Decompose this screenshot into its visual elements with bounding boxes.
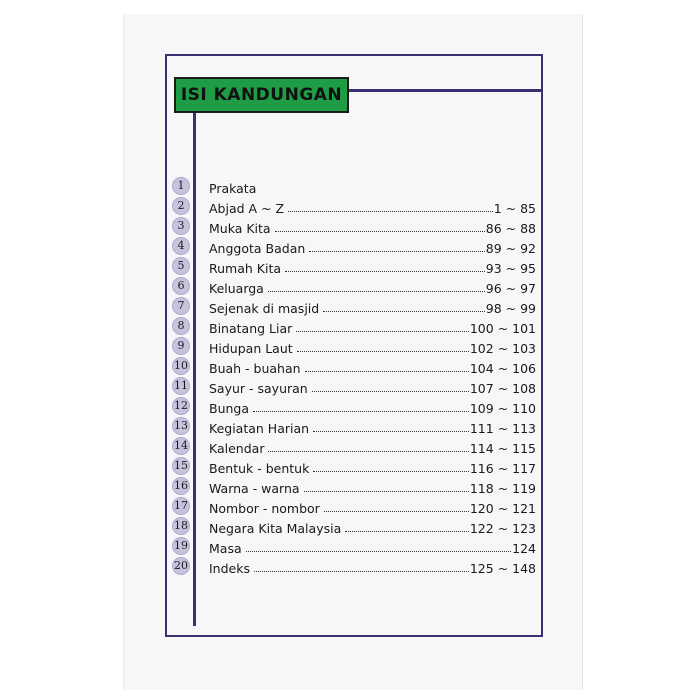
list-item [172,316,542,336]
item-number: 13 [172,417,190,435]
item-number: 5 [172,257,190,275]
list-item [172,296,542,316]
item-label: Warna - warna [209,481,300,496]
list-item [172,556,542,576]
item-number: 6 [172,277,190,295]
item-pages: 86 ~ 88 [485,221,536,236]
leader-dots [312,391,469,392]
list-item [172,376,542,396]
item-label: Hidupan Laut [209,341,293,356]
leader-dots [275,231,485,232]
item-pages: 96 ~ 97 [485,281,536,296]
leader-dots [345,531,469,532]
item-pages: 114 ~ 115 [469,441,536,456]
list-item [172,476,542,496]
leader-dots [296,331,469,332]
item-pages: 1 ~ 85 [493,201,536,216]
item-label: Binatang Liar [209,321,293,336]
leader-dots [324,511,469,512]
item-pages: 118 ~ 119 [469,481,536,496]
item-label: Keluarga [209,281,264,296]
leader-dots [288,211,493,212]
list-item [172,456,542,476]
list-item [172,216,542,236]
item-number: 1 [172,177,190,195]
leader-dots [323,311,485,312]
item-label: Prakata [209,181,257,196]
item-label: Bunga [209,401,250,416]
item-pages: 124 [512,541,536,556]
leader-dots [297,351,469,352]
item-label: Masa [209,541,242,556]
list-item [172,436,542,456]
item-pages: 98 ~ 99 [485,301,536,316]
list-item [172,516,542,536]
item-label: Negara Kita Malaysia [209,521,342,536]
item-pages: 100 ~ 101 [469,321,536,336]
leader-dots [285,271,485,272]
item-number: 8 [172,317,190,335]
list-item [172,496,542,516]
item-number: 19 [172,537,190,555]
item-label: Indeks [209,561,250,576]
item-number: 15 [172,457,190,475]
list-item [172,536,542,556]
leader-dots [254,571,469,572]
item-pages: 107 ~ 108 [469,381,536,396]
list-item [172,416,542,436]
item-pages: 89 ~ 92 [485,241,536,256]
item-pages: 116 ~ 117 [469,461,536,476]
leader-dots [313,431,469,432]
leader-dots [305,371,469,372]
item-pages: 109 ~ 110 [469,401,536,416]
item-label: Abjad A ~ Z [209,201,285,216]
list-item [172,356,542,376]
item-label: Sayur - sayuran [209,381,308,396]
item-number: 12 [172,397,190,415]
item-number: 14 [172,437,190,455]
item-label: Kalendar [209,441,265,456]
item-pages: 122 ~ 123 [469,521,536,536]
page-title: ISI KANDUNGAN [174,77,349,113]
item-number: 2 [172,197,190,215]
item-label: Anggota Badan [209,241,306,256]
leader-dots [313,471,469,472]
item-number: 10 [172,357,190,375]
item-number: 11 [172,377,190,395]
item-label: Sejenak di masjid [209,301,320,316]
item-pages: 93 ~ 95 [485,261,536,276]
leader-dots [268,451,468,452]
list-item [172,396,542,416]
item-pages: 120 ~ 121 [469,501,536,516]
item-pages: 111 ~ 113 [469,421,536,436]
list-item [172,276,542,296]
leader-dots [268,291,485,292]
list-item [172,256,542,276]
item-label: Muka Kita [209,221,271,236]
item-number: 18 [172,517,190,535]
leader-dots [246,551,512,552]
list-item [172,176,542,196]
item-label: Buah - buahan [209,361,301,376]
item-label: Nombor - nombor [209,501,320,516]
list-item [172,336,542,356]
item-number: 7 [172,297,190,315]
list-item [172,196,542,216]
item-number: 17 [172,497,190,515]
item-pages: 102 ~ 103 [469,341,536,356]
item-label: Kegiatan Harian [209,421,310,436]
leader-dots [304,491,469,492]
item-number: 3 [172,217,190,235]
item-pages: 104 ~ 106 [469,361,536,376]
leader-dots [253,411,469,412]
item-number: 20 [172,557,190,575]
list-item [172,236,542,256]
item-number: 4 [172,237,190,255]
item-label: Rumah Kita [209,261,282,276]
item-number: 9 [172,337,190,355]
item-pages: 125 ~ 148 [469,561,536,576]
item-label: Bentuk - bentuk [209,461,310,476]
item-number: 16 [172,477,190,495]
leader-dots [309,251,484,252]
